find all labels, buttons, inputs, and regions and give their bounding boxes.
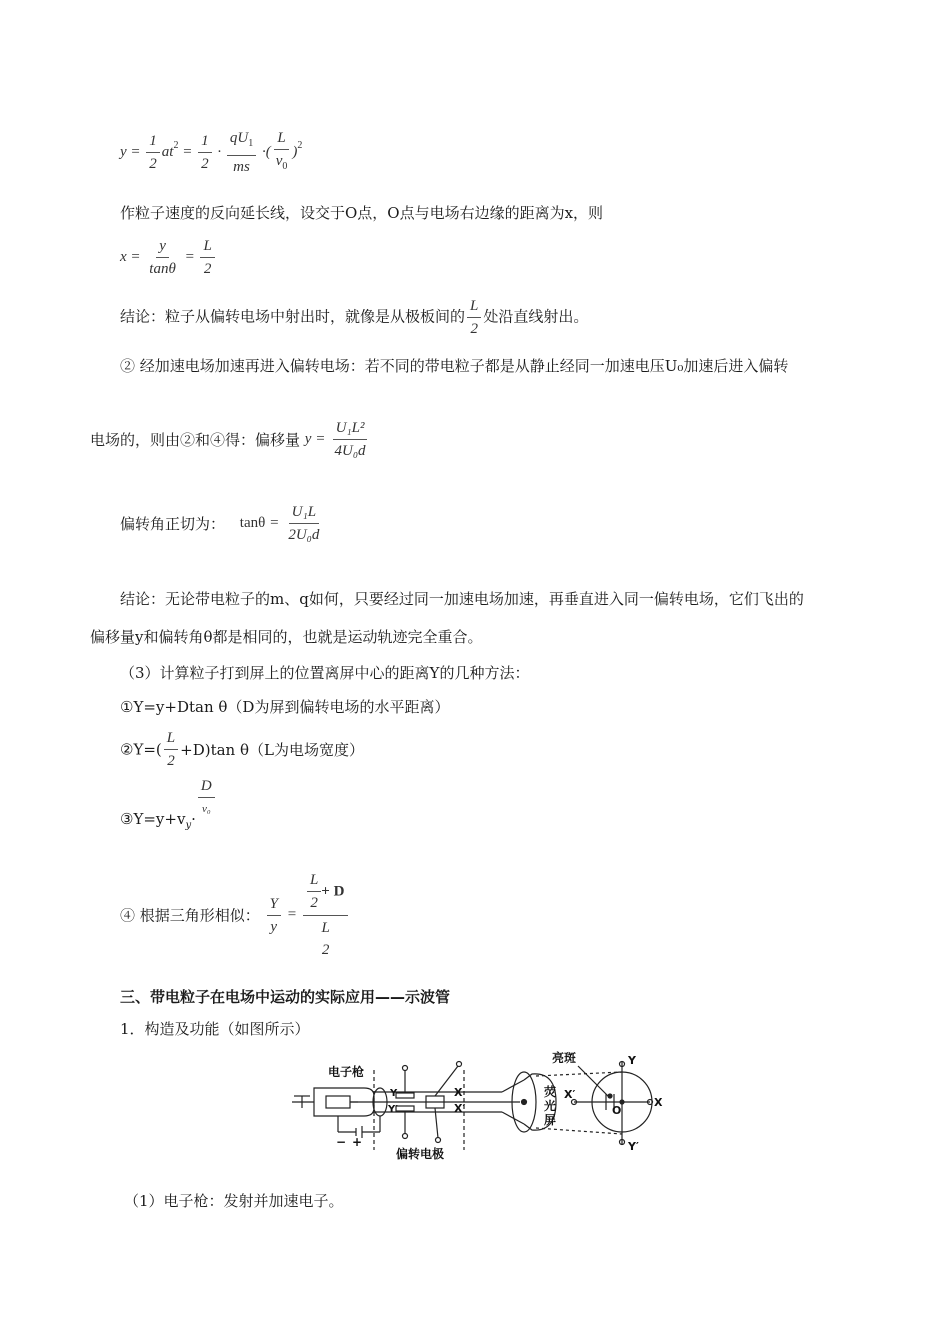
paragraph-conclusion-1: 结论：粒子从偏转电场中射出时，就像是从极板间的 $\frac{L}{2}$ 处沿直线射出。 [120, 298, 589, 337]
paragraph-offset: 电场的，则由②和④得：偏移量 y = $\frac{\text{U₁L²}}{\text{4U₀d}}$ [90, 418, 371, 461]
paragraph-conclusion-2b: 偏移量y和偏转角θ都是相同的，也就是运动轨迹完全重合。 [90, 628, 483, 646]
fraction-tangent: $\frac{\text{U₁L}}{\text{2U₀d}}$ [288, 504, 320, 543]
label-plus: + [352, 1135, 363, 1149]
method-2: ②Y=( $\frac{L}{2}$ +D)tan θ（L为电场宽度） [120, 730, 364, 769]
fraction-l-v0: $\frac{L}{v_0}$ [275, 130, 288, 172]
fraction-l-half-bottom: L 2 [321, 920, 330, 958]
fraction-qu-ms: $\frac{qU_1}{ms}$ [227, 128, 256, 177]
method-1: ①Y=y+Dtan θ（D为屏到偏转电场的水平距离） [120, 698, 450, 716]
fraction-half-2: $\frac{1}{2}$ [198, 131, 212, 174]
fraction-l-half-top: $\frac{L}{2}$ [307, 870, 321, 913]
item-structure-function: 1．构造及功能（如图所示） [120, 1020, 310, 1038]
fraction-half: $\frac{1}{2}$ [146, 131, 160, 174]
label-Xp-plate: X′ [454, 1102, 466, 1115]
fraction-l-half: $\frac{L}{2}$ [467, 296, 481, 339]
label-deflection-plates: 偏转电极 [396, 1147, 445, 1161]
fraction-d-v0: $\frac{D}{\text{v₀}}$ [198, 776, 215, 819]
label-X-plate: X [454, 1086, 463, 1099]
label-screen: 荧光屏 [544, 1085, 557, 1127]
method-4: ④ 根据三角形相似： $\frac{Y}{y}$ = $\frac{L}{2}$ + D L 2 [120, 870, 350, 960]
fraction-Y-y: $\frac{Y}{y}$ [267, 894, 281, 937]
label-X-screen: X [654, 1096, 663, 1109]
label-minus: − [336, 1135, 347, 1149]
label-Yp-plate: Y′ [388, 1104, 398, 1115]
paragraph-acceleration: ② 经加速电场加速再进入偏转电场：若不同的带电粒子都是从静止经同一加速电压U₀加速后进入偏转 [120, 357, 789, 375]
fraction-l-half-m2: $\frac{L}{2}$ [164, 728, 178, 771]
equation-x: x = $\frac{y}{\tan\theta}$ = $\frac{L}{2}$ [120, 236, 217, 279]
method-3: $③Y=y+v_y\cdot$ $\frac{D}{\text{v₀}}$ [120, 788, 217, 831]
label-Y-plate: Y [390, 1088, 398, 1099]
fraction-l-2: $\frac{L}{2}$ [200, 236, 214, 279]
paragraph-reverse-extension: 作粒子速度的反向延长线，设交于O点，O点与电场右边缘的距离为x，则 [120, 204, 604, 222]
label-O-center: O [612, 1104, 622, 1117]
section-heading-oscilloscope: 三、带电粒子在电场中运动的实际应用——示波管 [120, 988, 451, 1006]
label-electron-gun: 电子枪 [328, 1065, 365, 1079]
fraction-y-tan: $\frac{y}{\tan\theta}$ [149, 238, 176, 277]
label-Y-screen: Y [628, 1054, 636, 1067]
paragraph-tangent: 偏转角正切为： tanθ = $\frac{\text{U₁L}}{\text{2U₀d}}$ [120, 502, 324, 545]
paragraph-conclusion-2a: 结论：无论带电粒子的m、q如何，只要经过同一加速电场加速，再垂直进入同一偏转电场，它们飞出的 [120, 590, 804, 608]
oscilloscope-tube-diagram [288, 1050, 668, 1162]
paragraph-methods-heading: （3）计算粒子打到屏上的位置离屏中心的距离Y的几种方法： [120, 664, 530, 682]
fraction-compound: $\frac{L}{2}$ + D L 2 [303, 870, 348, 960]
item-electron-gun: （1）电子枪：发射并加速电子。 [124, 1192, 344, 1210]
equation-deflection-y: y = $\frac{1}{2}$ $at^2$ = $\frac{1}{2}$ · $\frac{qU_1}{ms}$ ·( $\frac{L}{v_0}$ )$^2$ [120, 130, 303, 175]
label-Xp-screen: X′ [564, 1088, 576, 1101]
fraction-offset: $\frac{\text{U₁L²}}{\text{4U₀d}}$ [334, 420, 366, 459]
label-bright-spot: 亮斑 [552, 1051, 577, 1065]
label-Yp-screen: Y′ [628, 1140, 639, 1153]
